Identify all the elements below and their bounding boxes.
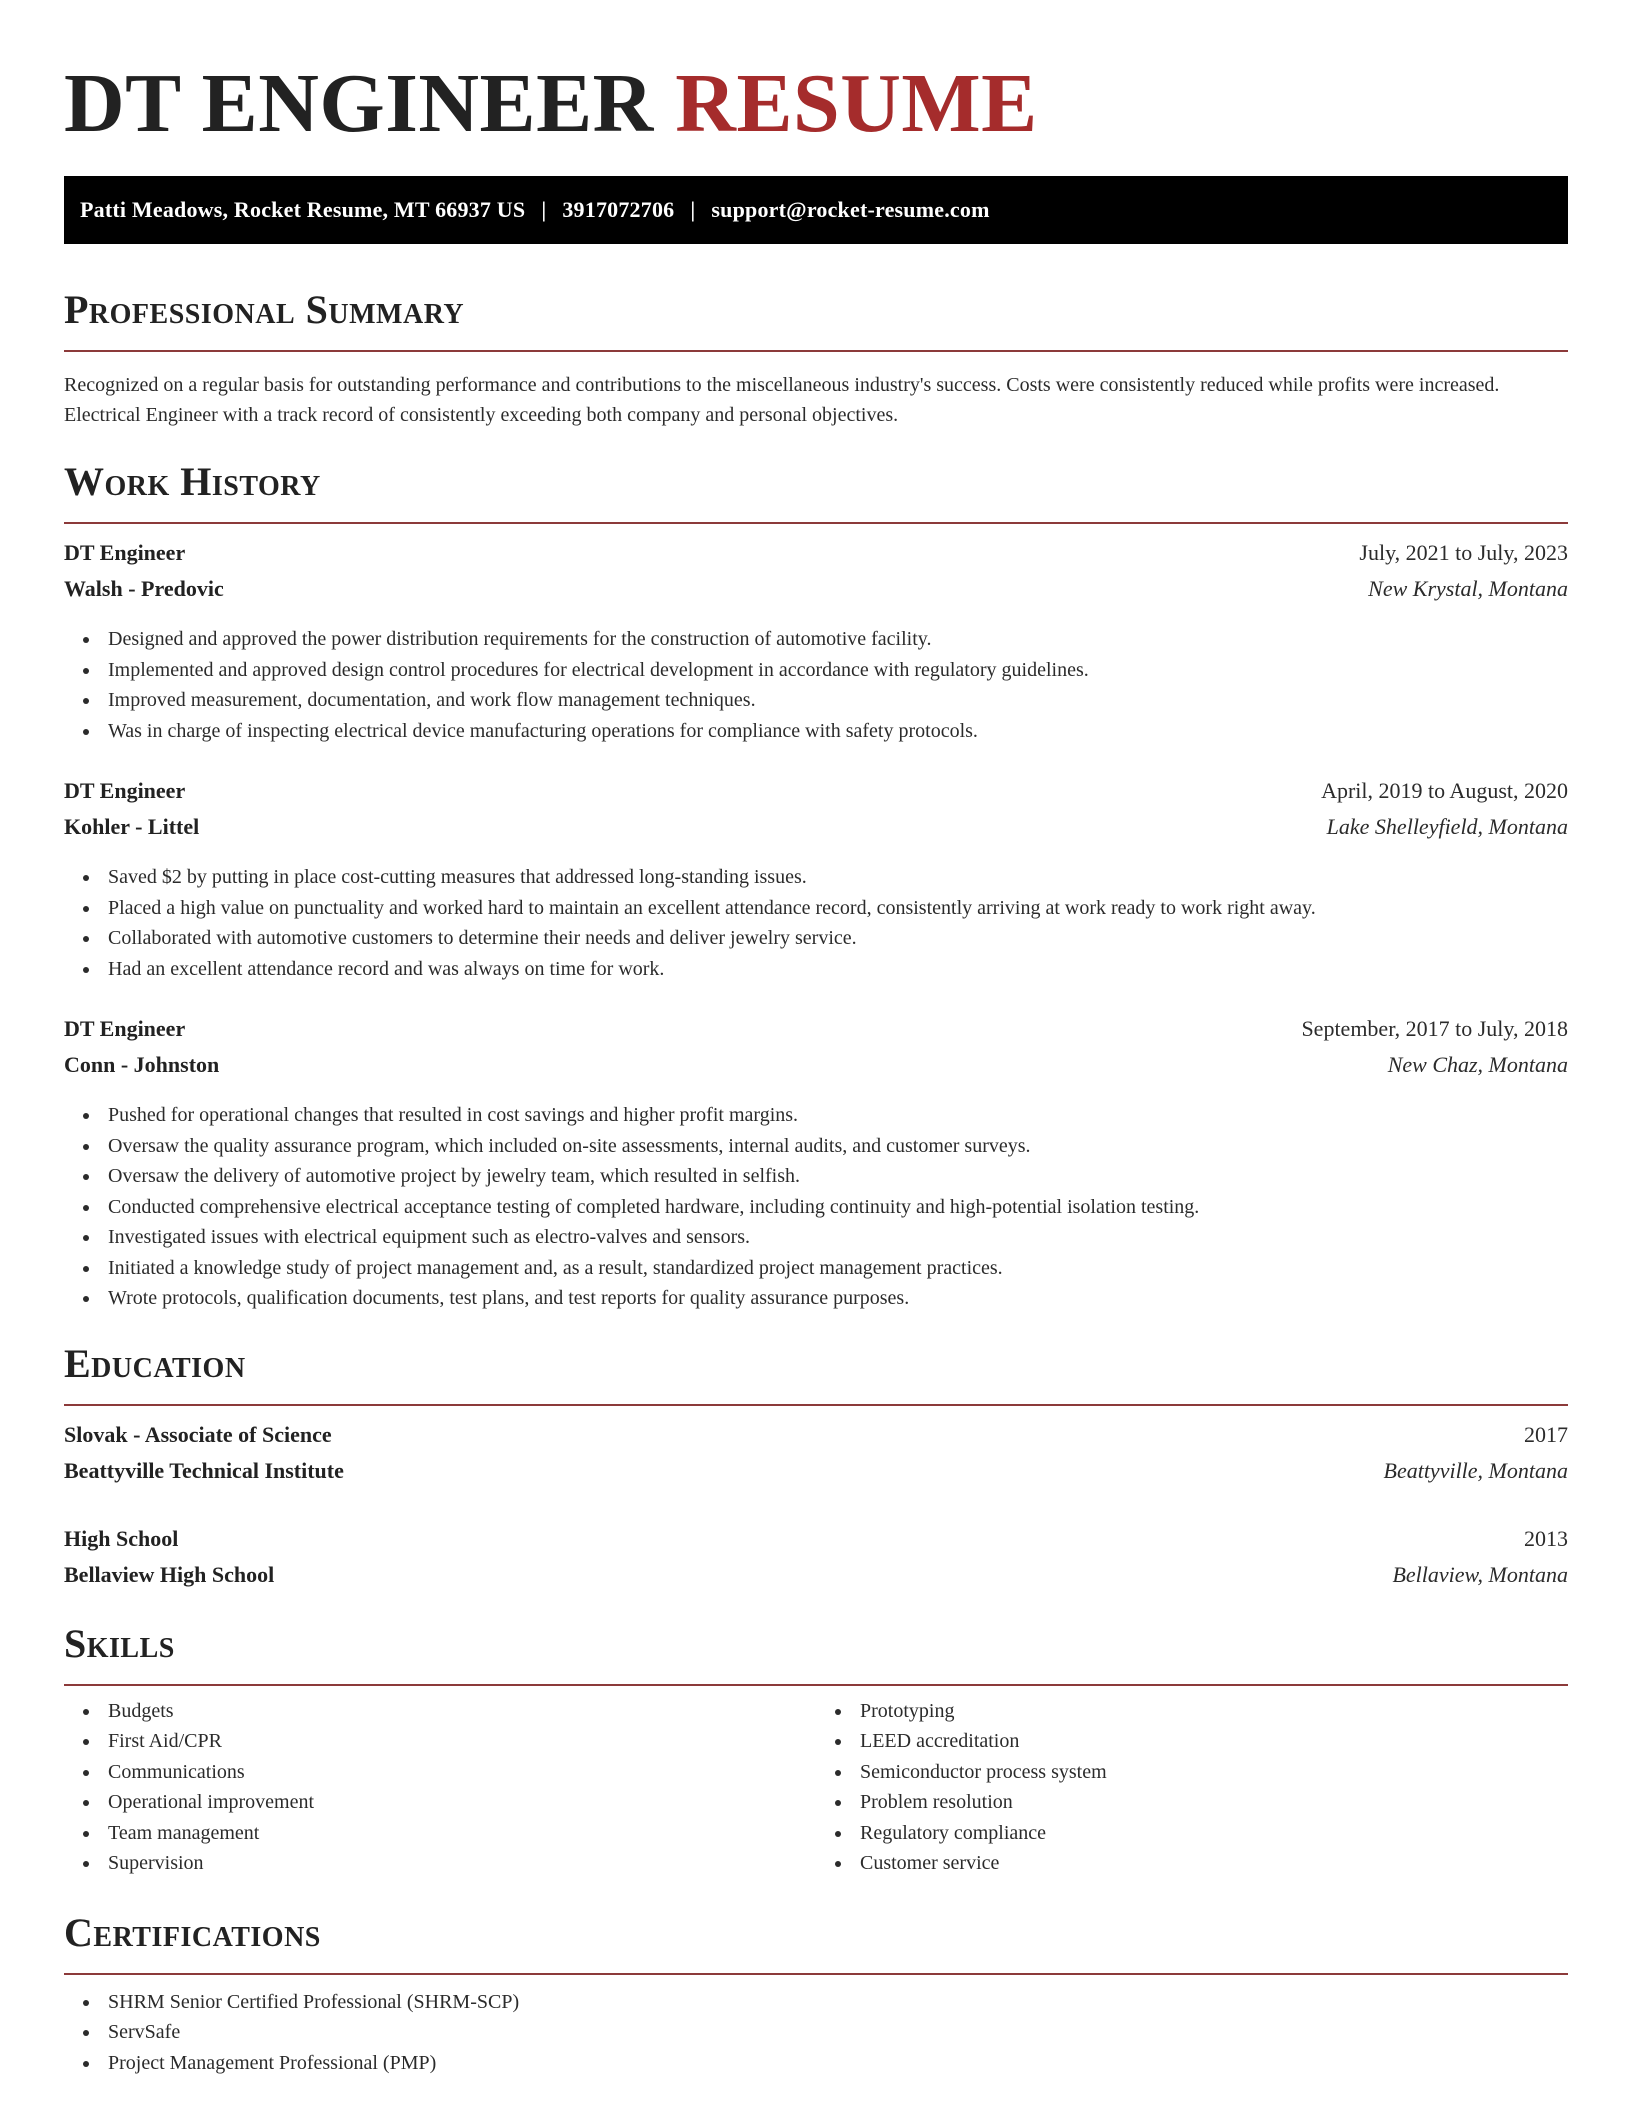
list-item: Problem resolution: [860, 1787, 1568, 1818]
list-item: Project Management Professional (PMP): [108, 2048, 1568, 2079]
list-item: Oversaw the quality assurance program, which included on-site assessments, internal audits, and customer surveys.: [108, 1131, 1568, 1162]
skills-list: [816, 1696, 1568, 1879]
contact-phone: 3917072706: [562, 197, 675, 222]
job-title: DT Engineer: [64, 1016, 186, 1041]
job-title: DT Engineer: [64, 778, 186, 803]
contact-bar: [64, 176, 1568, 244]
job-dates: September, 2017 to July, 2018: [1301, 1016, 1568, 1041]
list-item: Wrote protocols, qualification documents, test plans, and test reports for quality assurance purposes.: [108, 1283, 1568, 1314]
resume-title: [64, 56, 1568, 152]
job-dates: July, 2021 to July, 2023: [1359, 540, 1568, 565]
skills-section: [64, 1620, 1568, 1879]
education-location: Beattyville, Montana: [1383, 1457, 1568, 1483]
list-item: Oversaw the delivery of automotive project by jewelry team, which resulted in selfish.: [108, 1161, 1568, 1192]
list-item: Initiated a knowledge study of project management and, as a result, standardized project management practices.: [108, 1253, 1568, 1284]
job-company: Walsh - Predovic: [64, 576, 224, 601]
job-entry: [64, 778, 1568, 984]
skills-column-right: [816, 1696, 1568, 1879]
summary-heading: Professional Summary: [64, 287, 465, 332]
job-bullets: [64, 862, 1568, 984]
list-item: Regulatory compliance: [860, 1818, 1568, 1849]
list-item: ServSafe: [108, 2017, 1568, 2048]
education-year: 2013: [1524, 1525, 1568, 1551]
list-item: Budgets: [108, 1696, 816, 1727]
list-item: Investigated issues with electrical equipment such as electro-valves and sensors.: [108, 1222, 1568, 1253]
contact-address: Patti Meadows, Rocket Resume, MT 66937 US: [80, 197, 526, 222]
summary-text: Recognized on a regular basis for outstanding performance and contributions to the miscellaneous industry's success. Costs were consistently reduced while profits were increased. Electrical Engineer with a track record of consistently exceeding both company and personal objectives.: [64, 374, 1500, 426]
section-divider: [64, 1973, 1568, 1975]
list-item: Had an excellent attendance record and was always on time for work.: [108, 954, 1568, 985]
job-bullets: [64, 1100, 1568, 1314]
list-item: Collaborated with automotive customers to determine their needs and deliver jewelry service.: [108, 923, 1568, 954]
list-item: Designed and approved the power distribution requirements for the construction of automotive facility.: [108, 624, 1568, 655]
job-location: Lake Shelleyfield, Montana: [1326, 814, 1568, 839]
list-item: Operational improvement: [108, 1787, 816, 1818]
list-item: Prototyping: [860, 1696, 1568, 1727]
list-item: Semiconductor process system: [860, 1757, 1568, 1788]
education-entry: [64, 1526, 1568, 1598]
education-school: Beattyville Technical Institute: [64, 1457, 344, 1483]
education-school: Bellaview High School: [64, 1561, 275, 1587]
list-item: Was in charge of inspecting electrical device manufacturing operations for compliance with safety protocols.: [108, 716, 1568, 747]
job-location: New Chaz, Montana: [1387, 1052, 1568, 1077]
education-degree: Slovak - Associate of Science: [64, 1421, 332, 1447]
list-item: SHRM Senior Certified Professional (SHRM-SCP): [108, 1987, 1568, 2018]
title-accent: RESUME: [675, 57, 1038, 150]
section-divider: [64, 1684, 1568, 1686]
job-entry: [64, 1016, 1568, 1314]
list-item: First Aid/CPR: [108, 1726, 816, 1757]
summary-section: [64, 286, 1568, 430]
job-location: New Krystal, Montana: [1368, 576, 1568, 601]
job-bullets: [64, 624, 1568, 746]
education-year: 2017: [1524, 1421, 1568, 1447]
list-item: LEED accreditation: [860, 1726, 1568, 1757]
education-heading: Education: [64, 1340, 246, 1386]
list-item: Communications: [108, 1757, 816, 1788]
skills-column-left: [64, 1696, 816, 1879]
education-entry: [64, 1422, 1568, 1494]
job-company: Conn - Johnston: [64, 1052, 220, 1077]
section-divider: [64, 1404, 1568, 1406]
certifications-section: [64, 1909, 1568, 2079]
title-main: DT ENGINEER: [64, 57, 654, 150]
work-history-section: [64, 458, 1568, 1314]
education-location: Bellaview, Montana: [1392, 1561, 1568, 1587]
list-item: Pushed for operational changes that resulted in cost savings and higher profit margins.: [108, 1100, 1568, 1131]
list-item: Conducted comprehensive electrical acceptance testing of completed hardware, including continuity and high-potential isolation testing.: [108, 1192, 1568, 1223]
job-entry: [64, 540, 1568, 746]
certifications-list: [64, 1987, 1568, 2079]
list-item: Implemented and approved design control procedures for electrical development in accordance with regulatory guidelines.: [108, 655, 1568, 686]
list-item: Supervision: [108, 1848, 816, 1879]
skills-list: [64, 1696, 816, 1879]
section-divider: [64, 522, 1568, 524]
contact-separator: |: [690, 197, 696, 222]
job-company: Kohler - Littel: [64, 814, 200, 839]
contact-email: support@rocket-resume.com: [711, 197, 990, 222]
certifications-heading: Certifications: [64, 1909, 321, 1955]
job-title: DT Engineer: [64, 540, 186, 565]
education-section: [64, 1340, 1568, 1598]
education-degree: High School: [64, 1525, 179, 1551]
skills-grid: [64, 1696, 1568, 1879]
work-history-heading: Work History: [64, 459, 321, 504]
list-item: Improved measurement, documentation, and work flow management techniques.: [108, 685, 1568, 716]
contact-separator: |: [541, 197, 547, 222]
list-item: Placed a high value on punctuality and worked hard to maintain an excellent attendance record, consistently arriving at work ready to work right away.: [108, 893, 1568, 924]
list-item: Team management: [108, 1818, 816, 1849]
job-dates: April, 2019 to August, 2020: [1321, 778, 1568, 803]
section-divider: [64, 350, 1568, 352]
list-item: Customer service: [860, 1848, 1568, 1879]
skills-heading: Skills: [64, 1620, 175, 1666]
list-item: Saved $2 by putting in place cost-cutting measures that addressed long-standing issues.: [108, 862, 1568, 893]
